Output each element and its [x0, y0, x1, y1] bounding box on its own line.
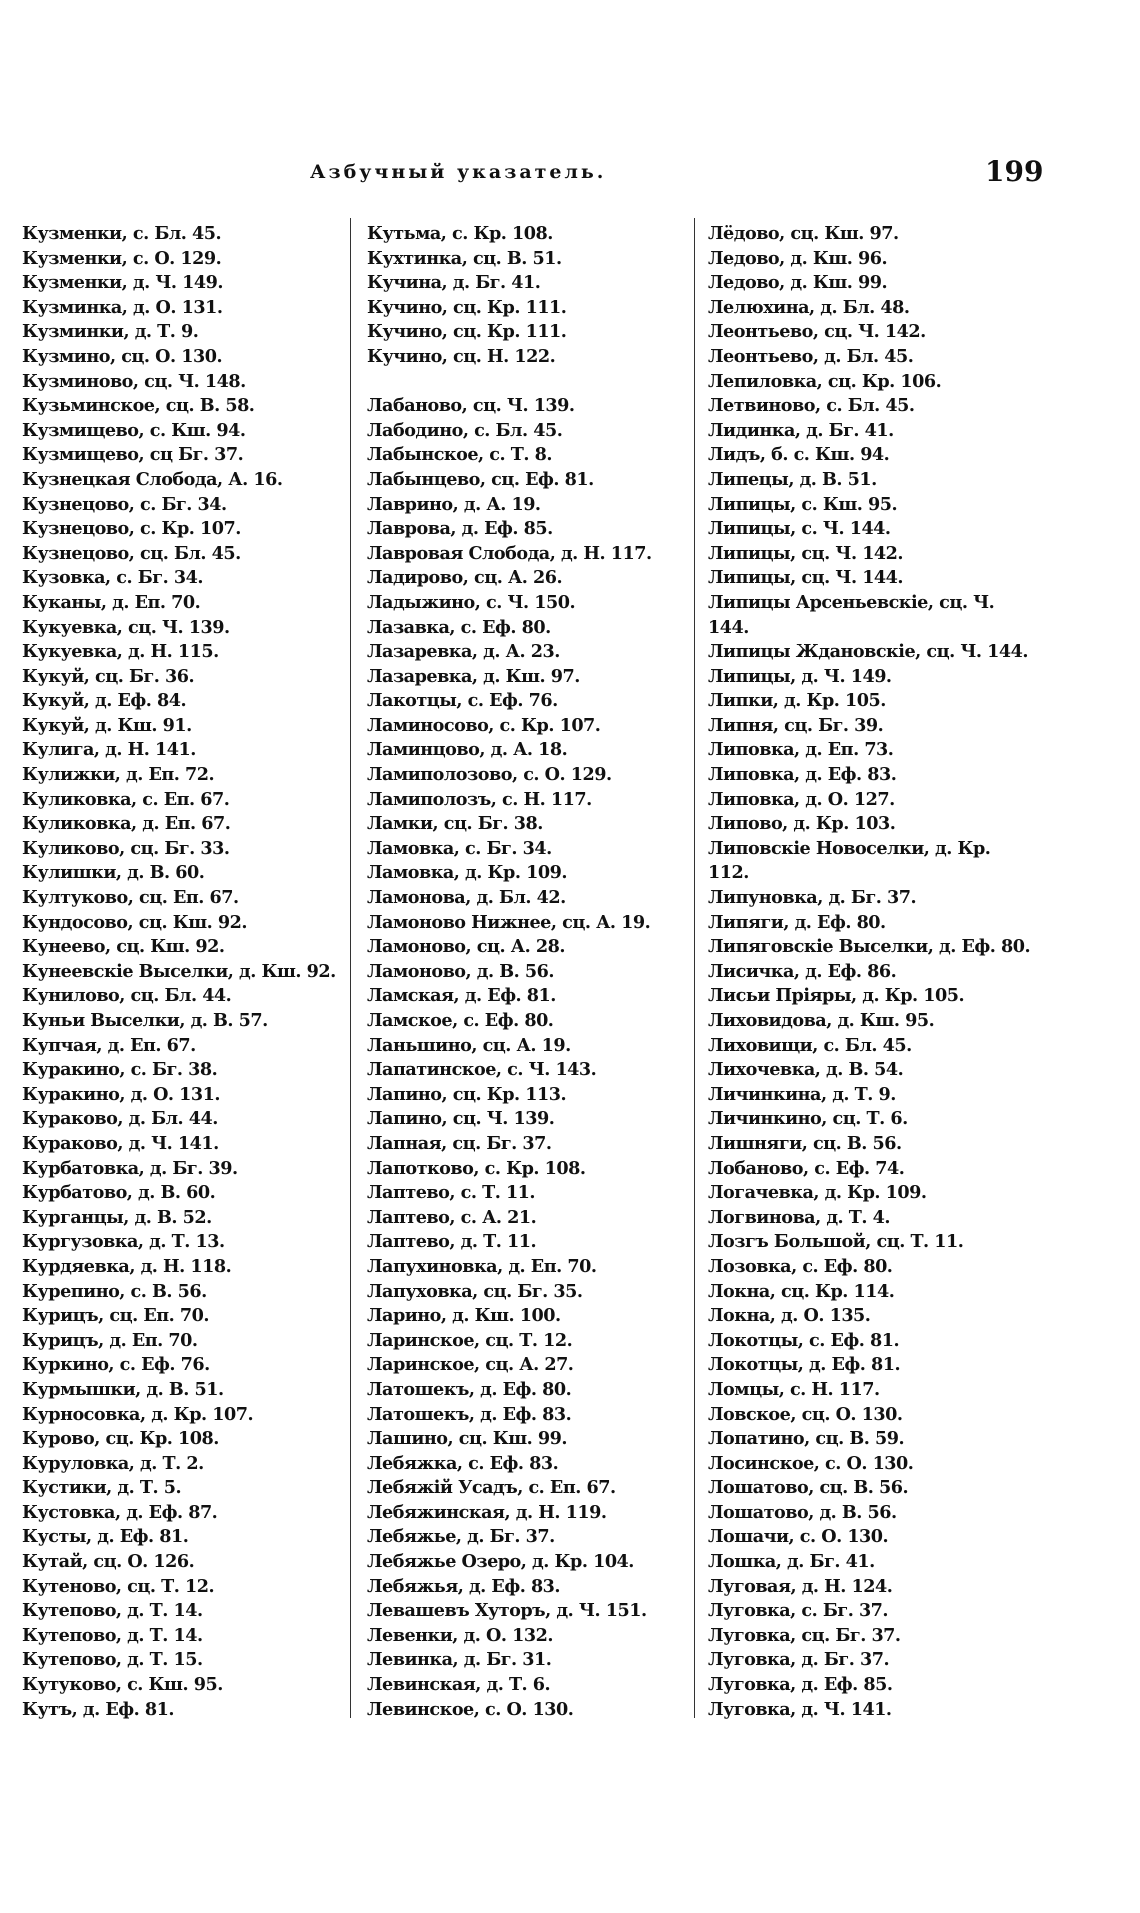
index-entry: Лиховидова, д. Кш. 95.: [708, 1010, 935, 1031]
index-entry: Локна, сц. Кр. 114.: [708, 1280, 895, 1302]
index-entry: Курмышки, д. В. 51.: [22, 1378, 224, 1400]
index-entry: Липяги, д. Еф. 80.: [708, 911, 886, 933]
index-entry: Кулижки, д. Еп. 72.: [22, 764, 215, 786]
index-entry: Лебяжинская, д. Н. 119.: [367, 1501, 607, 1523]
running-title: Азбучный указатель.: [310, 161, 607, 183]
index-entry: Ламская, д. Еф. 81.: [367, 985, 556, 1007]
index-entry: Ламовка, с. Бг. 34.: [367, 837, 552, 859]
index-entry: Курганцы, д. В. 52.: [22, 1206, 212, 1228]
index-entry: Лебяжье Озеро, д. Кр. 104.: [367, 1551, 634, 1573]
index-entry: Лебяжье, д. Бг. 37.: [367, 1526, 555, 1548]
index-entry: Ледово, д. Кш. 96.: [708, 247, 888, 269]
index-entry: Латошекъ, д. Еф. 80.: [367, 1378, 572, 1400]
index-entry: Кусты, д. Еф. 81.: [22, 1526, 189, 1548]
index-entry: Кучино, сц. Н. 122.: [367, 345, 556, 367]
index-entry: Ладыжино, с. Ч. 150.: [367, 591, 576, 613]
index-entry: Лаптево, с. А. 21.: [367, 1206, 537, 1228]
index-entry: Лиховищи, с. Бл. 45.: [708, 1034, 912, 1056]
index-entry: Ламиносово, с. Кр. 107.: [367, 714, 601, 736]
index-entry: Липецы, д. В. 51.: [708, 468, 877, 490]
index-entry: Лебяжій Усадъ, с. Еп. 67.: [367, 1477, 616, 1499]
index-entry: Лапотково, с. Кр. 108.: [367, 1157, 586, 1179]
index-entry: Липяговскіе Выселки, д. Еф. 80.: [708, 936, 1031, 958]
index-entry: Курицъ, д. Еп. 70.: [22, 1329, 198, 1351]
index-entry: Ларино, д. Кш. 100.: [367, 1305, 561, 1327]
index-entry: Кузмино, сц. О. 130.: [22, 345, 223, 367]
index-entry: Кустовка, д. Еф. 87.: [22, 1501, 218, 1523]
index-entry: Кузнецово, с. Бг. 34.: [22, 493, 227, 515]
index-entry: Кузнецкая Слобода, А. 16.: [22, 468, 283, 490]
index-entry: Ледово, д. Кш. 99.: [708, 272, 888, 294]
index-entry: Личинкина, д. Т. 9.: [708, 1083, 896, 1105]
index-entry: Кутепово, д. Т. 14.: [22, 1600, 203, 1622]
index-entry: Лошатово, сц. В. 56.: [708, 1477, 909, 1499]
index-entry: Липово, д. Кр. 103.: [708, 813, 896, 835]
page-header: [0, 155, 1140, 195]
index-entry: Курносовка, д. Кр. 107.: [22, 1403, 254, 1425]
index-entry: Кутъ, д. Еф. 81.: [22, 1698, 175, 1720]
index-entry: Лидъ, б. с. Кш. 94.: [708, 444, 890, 466]
index-entry: Кургузовка, д. Т. 13.: [22, 1231, 225, 1253]
index-entry: Кураково, д. Бл. 44.: [22, 1108, 218, 1130]
index-entry: 144.: [708, 616, 749, 638]
index-entry: Куканы, д. Еп. 70.: [22, 591, 201, 613]
index-entry: Логачевка, д. Кр. 109.: [708, 1182, 927, 1204]
index-entry: Куруловка, д. Т. 2.: [22, 1452, 204, 1474]
index-entry: Липицы, с. Ч. 144.: [708, 518, 891, 540]
index-entry: Кузменки, с. О. 129.: [22, 247, 222, 269]
index-entry: Кузменки, с. Бл. 45.: [22, 223, 222, 244]
index-entry: Локотцы, с. Еф. 81.: [708, 1329, 900, 1351]
index-entry: 112.: [708, 862, 749, 884]
index-entry: Кузменки, д. Ч. 149.: [22, 272, 223, 294]
index-entry: Кутьма, с. Кр. 108.: [367, 223, 553, 244]
index-entry: Ларинское, сц. А. 27.: [367, 1354, 574, 1376]
index-entry: Кузминово, сц. Ч. 148.: [22, 370, 246, 392]
index-entry: Липня, сц. Бг. 39.: [708, 714, 884, 736]
index-entry: Левенки, д. О. 132.: [367, 1624, 553, 1646]
index-entry: Липовскіе Новоселки, д. Кр.: [708, 837, 991, 859]
index-entry: Кутуково, с. Кш. 95.: [22, 1674, 223, 1696]
index-column-1: [22, 222, 352, 1722]
index-entry: Лапная, сц. Бг. 37.: [367, 1132, 552, 1154]
index-entry: Кутай, сц. О. 126.: [22, 1551, 195, 1573]
index-entry: Леонтьево, сц. Ч. 142.: [708, 321, 926, 343]
index-entry: Кутеново, сц. Т. 12.: [22, 1575, 215, 1597]
index-entry: Култуково, сц. Еп. 67.: [22, 887, 239, 909]
section-gap: [367, 370, 697, 395]
index-entry: Курово, сц. Кр. 108.: [22, 1428, 219, 1450]
index-entry: Летвиново, с. Бл. 45.: [708, 395, 915, 417]
index-entry: Куликовка, с. Еп. 67.: [22, 788, 230, 810]
index-entry: Левашевъ Хуторъ, д. Ч. 151.: [367, 1600, 647, 1622]
index-entry: Куликовка, д. Еп. 67.: [22, 813, 231, 835]
index-entry: Ловское, сц. О. 130.: [708, 1403, 903, 1425]
index-entry: Лабаново, сц. Ч. 139.: [367, 395, 575, 417]
index-entry: Лёдово, сц. Кш. 97.: [708, 223, 899, 244]
index-entry: Лаптево, д. Т. 11.: [367, 1231, 537, 1253]
index-entry: Лазаревка, д. Кш. 97.: [367, 665, 580, 687]
index-entry: Кузовка, с. Бг. 34.: [22, 567, 203, 589]
index-entry: Лаптево, с. Т. 11.: [367, 1182, 536, 1204]
index-entry: Лебяжка, с. Еф. 83.: [367, 1452, 559, 1474]
index-entry: Лишняги, сц. В. 56.: [708, 1132, 902, 1154]
index-entry: Локотцы, д. Еф. 81.: [708, 1354, 901, 1376]
index-entry: Ламовка, д. Кр. 109.: [367, 862, 567, 884]
index-entry: Ладирово, сц. А. 26.: [367, 567, 563, 589]
index-entry: Лошка, д. Бг. 41.: [708, 1551, 875, 1573]
index-entry: Лошачи, с. О. 130.: [708, 1526, 889, 1548]
index-entry: Лосинское, с. О. 130.: [708, 1452, 914, 1474]
index-entry: Ланьшино, сц. А. 19.: [367, 1034, 571, 1056]
index-entry: Кулишки, д. В. 60.: [22, 862, 205, 884]
index-entry: Лошатово, д. В. 56.: [708, 1501, 897, 1523]
index-entry: Логвинова, д. Т. 4.: [708, 1206, 891, 1228]
index-entry: Кунеевскіе Выселки, д. Кш. 92.: [22, 960, 336, 982]
index-entry: Куликово, сц. Бг. 33.: [22, 837, 230, 859]
index-entry: Кустики, д. Т. 5.: [22, 1477, 182, 1499]
index-entry: Липки, д. Кр. 105.: [708, 690, 886, 712]
index-entry: Левинское, с. О. 130.: [367, 1698, 574, 1720]
index-entry: Кукуй, д. Кш. 91.: [22, 714, 192, 736]
index-column-2: [367, 222, 697, 1722]
index-entry: Лабынское, с. Т. 8.: [367, 444, 552, 466]
index-entry: Кунилово, сц. Бл. 44.: [22, 985, 232, 1007]
index-entry: Ламинцово, д. А. 18.: [367, 739, 568, 761]
index-entry: Левинка, д. Бг. 31.: [367, 1649, 552, 1671]
index-entry: Липицы, д. Ч. 149.: [708, 665, 892, 687]
index-entry: Лапатинское, с. Ч. 143.: [367, 1059, 597, 1081]
index-entry: Луговая, д. Н. 124.: [708, 1575, 893, 1597]
index-entry: Луговка, д. Еф. 85.: [708, 1674, 893, 1696]
index-entry: Лапуховка, сц. Бг. 35.: [367, 1280, 583, 1302]
index-entry: Куракино, д. О. 131.: [22, 1083, 220, 1105]
index-entry: Кузминки, д. Т. 9.: [22, 321, 199, 343]
index-entry: Ламоново Нижнее, сц. А. 19.: [367, 911, 651, 933]
index-entry: Луговка, д. Бг. 37.: [708, 1649, 890, 1671]
index-entry: Липицы, сц. Ч. 142.: [708, 542, 904, 564]
index-entry: Курбатовка, д. Бг. 39.: [22, 1157, 238, 1179]
index-entry: Лабодино, с. Бл. 45.: [367, 419, 563, 441]
index-entry: Липовка, д. Еп. 73.: [708, 739, 894, 761]
index-entry: Луговка, д. Ч. 141.: [708, 1698, 892, 1720]
index-entry: Лаврова, д. Еф. 85.: [367, 518, 553, 540]
index-entry: Кутепово, д. Т. 15.: [22, 1649, 203, 1671]
index-entry: Лихочевка, д. В. 54.: [708, 1059, 904, 1081]
index-entry: Ламиполозъ, с. Н. 117.: [367, 788, 592, 810]
index-entry: Ламоново, д. В. 56.: [367, 960, 555, 982]
index-entry: Лисьи Пріяры, д. Кр. 105.: [708, 985, 965, 1007]
index-entry: Латошекъ, д. Еф. 83.: [367, 1403, 572, 1425]
index-entry: Кухтинка, сц. В. 51.: [367, 247, 562, 269]
index-entry: Лапухиновка, д. Еп. 70.: [367, 1255, 597, 1277]
index-entry: Куркино, с. Еф. 76.: [22, 1354, 210, 1376]
index-entry: Ларинское, сц. Т. 12.: [367, 1329, 573, 1351]
index-entry: Лазаревка, д. А. 23.: [367, 641, 560, 663]
index-entry: Кучино, сц. Кр. 111.: [367, 321, 567, 343]
index-entry: Купчая, д. Еп. 67.: [22, 1034, 196, 1056]
index-entry: Кунеево, сц. Кш. 92.: [22, 936, 225, 958]
index-entry: Лапино, сц. Кр. 113.: [367, 1083, 567, 1105]
index-entry: Лебяжья, д. Еф. 83.: [367, 1575, 561, 1597]
index-entry: Лопатино, сц. В. 59.: [708, 1428, 905, 1450]
index-column-3: [708, 222, 1038, 1722]
index-entry: Лепиловка, сц. Кр. 106.: [708, 370, 942, 392]
index-entry: Ламоново, сц. А. 28.: [367, 936, 565, 958]
index-entry: Липовка, д. Еф. 83.: [708, 764, 897, 786]
index-entry: Кундосово, сц. Кш. 92.: [22, 911, 247, 933]
index-entry: Лавровая Слобода, д. Н. 117.: [367, 542, 652, 564]
index-entry: Липицы Арсеньевскіе, сц. Ч.: [708, 591, 995, 613]
index-entry: Луговка, с. Бг. 37.: [708, 1600, 889, 1622]
index-entry: Личинкино, сц. Т. 6.: [708, 1108, 908, 1130]
index-entry: Кутепово, д. Т. 14.: [22, 1624, 203, 1646]
index-entry: Кузмищево, сц Бг. 37.: [22, 444, 244, 466]
index-entry: Лашино, сц. Кш. 99.: [367, 1428, 568, 1450]
index-entry: Кукуевка, д. Н. 115.: [22, 641, 219, 663]
index-entry: Лидинка, д. Бг. 41.: [708, 419, 894, 441]
page-number: 199: [985, 155, 1044, 188]
index-entry: Левинская, д. Т. 6.: [367, 1674, 551, 1696]
index-entry: Кузнецово, с. Кр. 107.: [22, 518, 241, 540]
index-entry: Куракино, с. Бг. 38.: [22, 1059, 218, 1081]
index-entry: Кукуевка, сц. Ч. 139.: [22, 616, 230, 638]
index-entry: Лакотцы, с. Еф. 76.: [367, 690, 558, 712]
index-entry: Лапино, сц. Ч. 139.: [367, 1108, 555, 1130]
index-entry: Липицы, сц. Ч. 144.: [708, 567, 904, 589]
index-entry: Липуновка, д. Бг. 37.: [708, 887, 917, 909]
index-entry: Кулига, д. Н. 141.: [22, 739, 196, 761]
index-entry: Кузьминское, сц. В. 58.: [22, 395, 255, 417]
index-entry: Кузминка, д. О. 131.: [22, 296, 223, 318]
index-entry: Липицы Ждановскіе, сц. Ч. 144.: [708, 641, 1029, 663]
index-entry: Леонтьево, д. Бл. 45.: [708, 345, 914, 367]
index-entry: Кураково, д. Ч. 141.: [22, 1132, 219, 1154]
index-entry: Кукуй, д. Еф. 84.: [22, 690, 187, 712]
index-entry: Кучино, сц. Кр. 111.: [367, 296, 567, 318]
index-entry: Ламиполозово, с. О. 129.: [367, 764, 612, 786]
index-entry: Локна, д. О. 135.: [708, 1305, 871, 1327]
index-entry: Ламское, с. Еф. 80.: [367, 1010, 554, 1031]
index-entry: Ламки, сц. Бг. 38.: [367, 813, 543, 835]
index-entry: Липицы, с. Кш. 95.: [708, 493, 898, 515]
index-entry: Кузмищево, с. Кш. 94.: [22, 419, 246, 441]
index-entry: Ломцы, с. Н. 117.: [708, 1378, 880, 1400]
index-entry: Луговка, сц. Бг. 37.: [708, 1624, 901, 1646]
index-entry: Курицъ, сц. Еп. 70.: [22, 1305, 209, 1327]
index-entry: Курепино, с. В. 56.: [22, 1280, 207, 1302]
index-entry: Куньи Выселки, д. В. 57.: [22, 1010, 268, 1031]
index-entry: Липовка, д. О. 127.: [708, 788, 895, 810]
index-entry: Лозовка, с. Еф. 80.: [708, 1255, 893, 1277]
index-entry: Лаврино, д. А. 19.: [367, 493, 541, 515]
index-entry: Лазавка, с. Еф. 80.: [367, 616, 551, 638]
index-entry: Ламонова, д. Бл. 42.: [367, 887, 566, 909]
index-entry: Лобаново, с. Еф. 74.: [708, 1157, 905, 1179]
index-entry: Лелюхина, д. Бл. 48.: [708, 296, 910, 318]
index-entry: Кучина, д. Бг. 41.: [367, 272, 541, 294]
index-entry: Лозгъ Большой, сц. Т. 11.: [708, 1231, 964, 1253]
index-entry: Лабынцево, сц. Еф. 81.: [367, 468, 594, 490]
index-entry: Курдяевка, д. Н. 118.: [22, 1255, 232, 1277]
index-entry: Лисичка, д. Еф. 86.: [708, 960, 897, 982]
index-entry: Кукуй, сц. Бг. 36.: [22, 665, 195, 687]
index-entry: Курбатово, д. В. 60.: [22, 1182, 216, 1204]
index-entry: Кузнецово, сц. Бл. 45.: [22, 542, 241, 564]
